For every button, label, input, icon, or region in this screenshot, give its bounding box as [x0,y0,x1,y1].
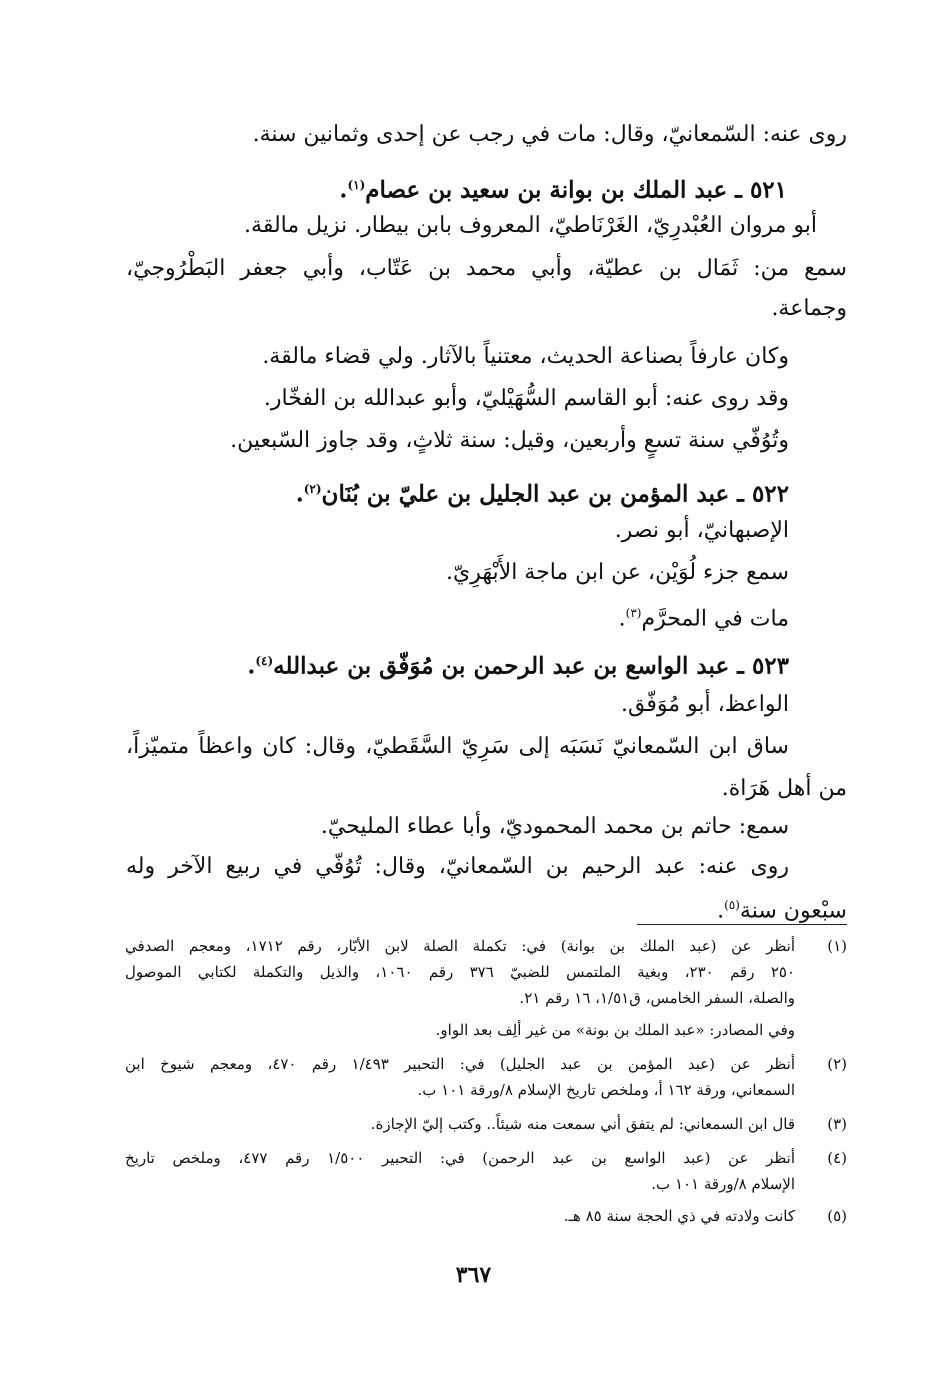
footnote-1-line [125,986,847,1010]
body-line: روى عنه: السّمعانيّ، وقال: مات في رجب عن إحدى وثمانين سنة. [252,122,847,147]
footnote-ref: (٣) [625,606,642,620]
footnote-text: والصلة، السفر الخامس، ق١/٥١، ١٦ رقم ٢١. [519,989,795,1007]
footnote-text: وفي المصادر: «عبد الملك بن بونة» من غير ألِف بعد الواو. [435,1021,795,1039]
body-line: أبو مروان العُبْدرِيّ، الغَرْنَاطيّ، المعروف بابن بيطار. نزيل مالقة. [244,213,817,238]
footnote-text: الإسلام ٨/ورقة ١٠١ ب. [651,1175,795,1193]
footnote-text: قال ابن السمعاني: لم يتفق أني سمعت منه شيئاً.. وكتب إليّ الإجازة. [370,1115,795,1133]
footnote-number: (١) [827,937,847,955]
body-line: مات في المحرَّم$^{(٣)}$. [618,606,789,632]
body-line: سبْعون سنة$^{(٥)}$. [717,898,847,924]
footnote-number: (٢) [827,1055,847,1073]
body-line: وتُوُفّي سنة تسعٍ وأربعين، وقيل: سنة ثلاثٍ، وقد جاوز السّبعين. [230,428,789,453]
entry-heading-522: ٥٢٢ ـ عبد المؤمن بن عبد الجليل بن عليّ بن بُنَان$^{(٢)}$. [295,480,789,508]
footnote-5 [125,1204,847,1228]
body-line: روى عنه: عبد الرحيم بن السّمعانيّ، وقال: تُوُفّي في ربيع الآخر وله [126,854,789,879]
footnote-4 [125,1146,847,1170]
footnote-text: أنظر عن (عبد الملك بن بوانة) في: تكملة الصلة لابن الأبّار، رقم ١٧١٢، ومعجم الصدفي [125,937,795,955]
footnote-number: (٤) [827,1149,847,1167]
footnote-text: أنظر عن (عبد المؤمن بن عبد الجليل) في: التحبير ١/٤٩٣ رقم ٤٧٠، ومعجم شيوخ ابن [125,1055,795,1073]
body-line: من أهل هَرَاة. [721,776,847,801]
footnote-separator [637,924,847,925]
footnote-2 [125,1052,847,1076]
footnote-ref: (٥) [724,898,740,912]
body-line: الواعظ، أبو مُوَفّق. [621,692,789,717]
footnote-1 [125,934,847,958]
body-line: سمع من: ثَمَال بن عطيّة، وأبي محمد بن عَتّاب، وأبي جعفر البَطْرُوجيّ، [126,256,847,281]
footnote-number: (٣) [827,1115,847,1133]
body-line: سمع: حاتم بن محمد المحموديّ، وأبا عطاء المليحيّ. [320,814,789,839]
footnote-1-line [125,960,847,984]
footnote-3 [125,1112,847,1136]
body-line: وكان عارفاً بصناعة الحديث، معتنياً بالآثار. ولي قضاء مالقة. [262,344,789,369]
footnote-text: السمعاني، ورقة ١٦٢ أ، وملخص تاريخ الإسلام ٨/ورقة ١٠١ ب. [417,1081,795,1099]
body-line: الإصبهانيّ، أبو نصر. [614,518,789,543]
footnote-2-line [125,1078,847,1102]
page-number: ٣٦٧ [455,1262,492,1288]
body-line: وجماعة. [771,296,847,321]
footnote-1-line [125,1018,847,1042]
footnote-text: كانت ولادته في ذي الحجة سنة ٨٥ هـ. [563,1207,795,1225]
footnote-ref: (٤) [255,654,274,668]
footnote-ref: (١) [347,178,366,192]
body-line: وقد روى عنه: أبو القاسم السُّهَيْليّ، وأبو عبدالله بن الفخّار. [263,386,789,411]
entry-heading-523: ٥٢٣ ـ عبد الواسع بن عبد الرحمن بن مُوَفّق بن عبدالله$^{(٤)}$. [247,652,789,680]
entry-heading-521: ٥٢١ ـ عبد الملك بن بوانة بن سعيد بن عصام$^{(١)}$. [339,176,787,204]
footnote-ref: (٢) [303,482,322,496]
footnote-4-line [125,1172,847,1196]
footnote-text: ٢٥٠ رقم ٢٣٠، وبغية الملتمس للضبيّ ٣٧٦ رقم ١٠٦٠، والذيل والتكملة لكتابي الموصول [125,963,795,981]
footnote-text: أنظر عن (عبد الواسع بن عبد الرحمن) في: التحبير ١/٥٠٠ رقم ٤٧٧، وملخص تاريخ [125,1149,795,1167]
footnote-number: (٥) [827,1207,847,1225]
body-line: سمع جزء لُوَيْن، عن ابن ماجة الأَبْهَرِيّ. [446,560,789,585]
body-line: ساق ابن السّمعانيّ نَسَبَه إلى سَرِيّ السَّقَطيّ، وقال: كان واعظاً متميّزاً، [126,734,789,759]
